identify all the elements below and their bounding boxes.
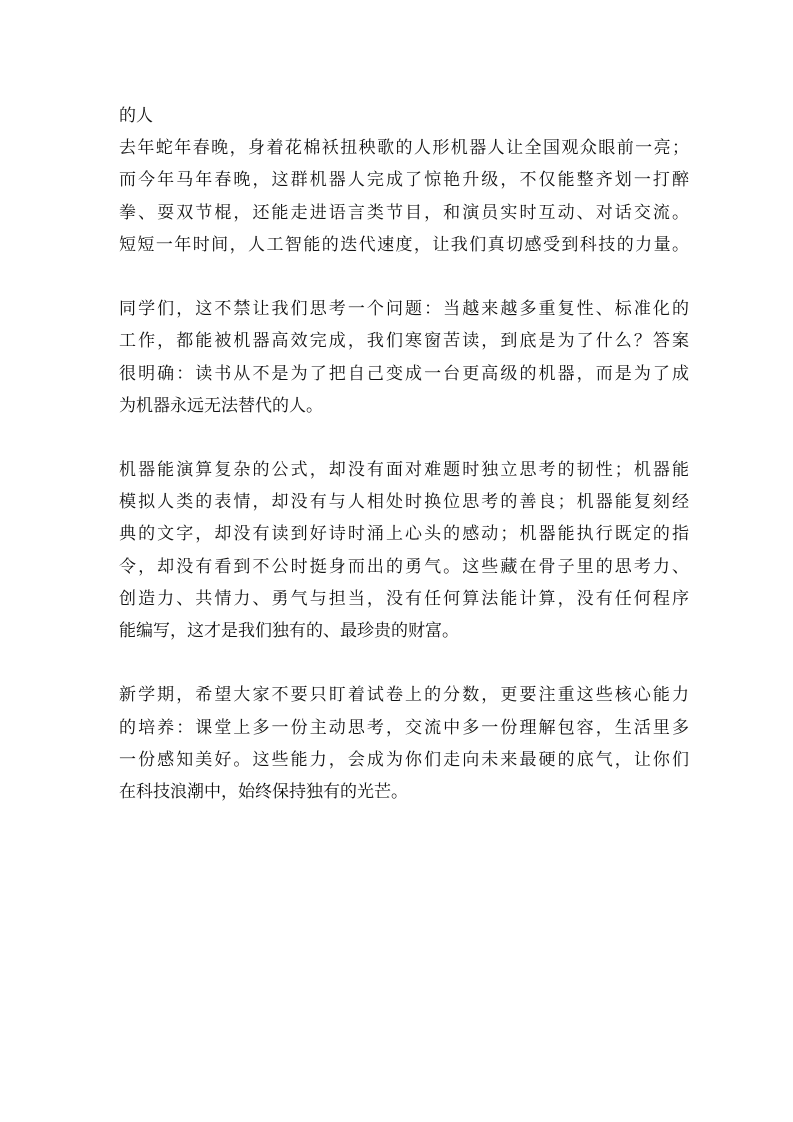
paragraph-3 xyxy=(119,454,689,647)
paragraph-1 xyxy=(119,100,689,261)
text-line: 的培养：课堂上多一份主动思考，交流中多一份理解包容，生活里多 xyxy=(119,717,689,738)
text-line: 的人 xyxy=(119,106,153,126)
paragraph-spacer xyxy=(119,261,689,293)
paragraph-spacer xyxy=(119,647,689,679)
text-line: 拳、耍双节棍，还能走进语言类节目，和演员实时互动、对话交流。 xyxy=(119,202,689,223)
text-line: 为机器永远无法替代的人。 xyxy=(119,395,323,416)
text-line: 模拟人类的表情，却没有与人相处时换位思考的善良；机器能复刻经 xyxy=(119,492,689,513)
text-line: 创造力、共情力、勇气与担当，没有任何算法能计算，没有任何程序 xyxy=(119,588,689,609)
text-line: 一份感知美好。这些能力，会成为你们走向未来最硬的底气，让你们 xyxy=(119,749,689,770)
text-line: 工作，都能被机器高效完成，我们寒窗苦读，到底是为了什么？答案 xyxy=(119,331,689,352)
paragraph-4 xyxy=(119,679,689,808)
paragraph-2 xyxy=(119,293,689,422)
text-line: 令，却没有看到不公时挺身而出的勇气。这些藏在骨子里的思考力、 xyxy=(119,556,689,577)
paragraph-spacer xyxy=(119,422,689,454)
text-line: 短短一年时间，人工智能的迭代速度，让我们真切感受到科技的力量。 xyxy=(119,234,689,255)
text-line: 新学期，希望大家不要只盯着试卷上的分数，更要注重这些核心能力 xyxy=(119,685,689,706)
text-line: 很明确：读书从不是为了把自己变成一台更高级的机器，而是为了成 xyxy=(119,363,689,384)
text-line: 在科技浪潮中，始终保持独有的光芒。 xyxy=(119,781,408,802)
text-line: 能编写，这才是我们独有的、最珍贵的财富。 xyxy=(119,621,459,641)
text-line: 而今年马年春晚，这群机器人完成了惊艳升级，不仅能整齐划一打醉 xyxy=(119,170,689,191)
text-line: 同学们，这不禁让我们思考一个问题：当越来越多重复性、标准化的 xyxy=(119,299,689,320)
document-body xyxy=(119,100,689,808)
text-line: 典的文字，却没有读到好诗时涌上心头的感动；机器能执行既定的指 xyxy=(119,524,689,545)
text-line: 机器能演算复杂的公式，却没有面对难题时独立思考的韧性；机器能 xyxy=(119,460,689,481)
text-line: 去年蛇年春晚，身着花棉袄扭秧歌的人形机器人让全国观众眼前一亮； xyxy=(119,138,689,159)
